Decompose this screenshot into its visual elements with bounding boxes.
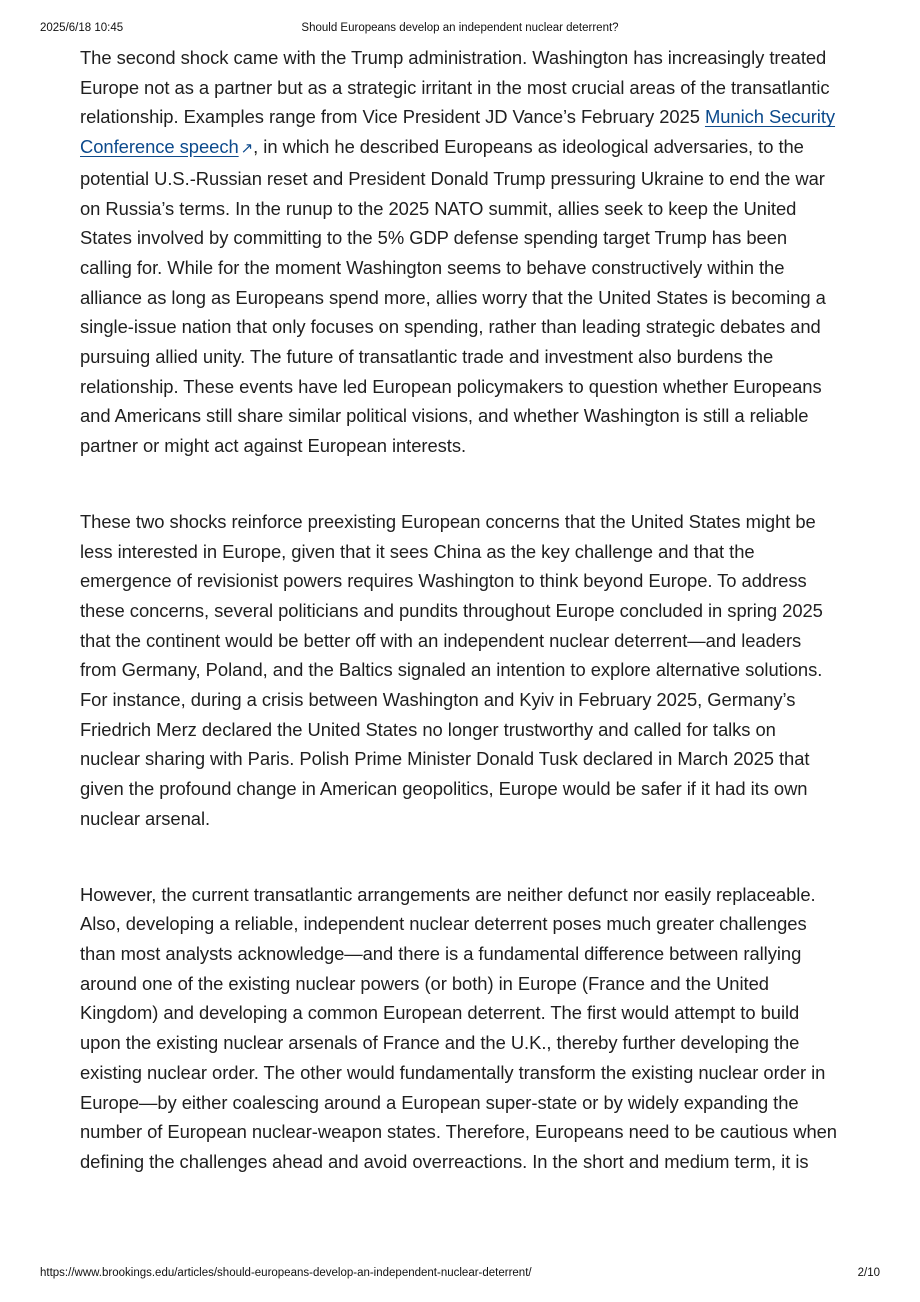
print-footer (40, 1267, 880, 1283)
external-link-icon: ↗ (240, 140, 254, 158)
print-source-url: https://www.brookings.edu/articles/should-europeans-develop-an-independent-nuclear-deterrent/ (40, 1267, 532, 1279)
print-datetime: 2025/6/18 10:45 (40, 22, 124, 34)
article-paragraph-2: These two shocks reinforce preexisting European concerns that the United States might be less interested in Europe, given that it sees China as the key challenge and that the emergence of revisionist powers requires Washington to think beyond Europe. To address these concerns, several politicians and pundits throughout Europe concluded in spring 2025 that the continent would be better off with an independent nuclear deterrent—and leaders from Germany, Poland, and the Baltics signaled an intention to explore alternative solutions. For instance, during a crisis between Washington and Kyiv in February 2025, Germany’s Friedrich Merz declared the United States no longer trustworthy and called for talks on nuclear sharing with Paris. Polish Prime Minister Donald Tusk declared in March 2025 that given the profound change in American geopolitics, Europe would be safer if it had its own nuclear arsenal. (80, 510, 823, 829)
print-page-title: Should Europeans develop an independent nuclear deterrent? (301, 22, 619, 34)
paragraph-1-text-after-link: , in which he described Europeans as ideological adversaries, to the potential U.S.-Russian reset and President Donald Trump pressuring Ukraine to end the war on Russia’s terms. In the runup to the 2025 NATO summit, allies seek to keep the United States involved by committing to the 5% GDP defense spending target Trump has been calling for. While for the moment Washington seems to behave constructively within the alliance as long as Europeans spend more, allies worry that the United States is becoming a single-issue nation that only focuses on spending, rather than leading strategic debates and pursuing allied unity. The future of transatlantic trade and investment also burdens the relationship. These events have led European policymakers to question whether Europeans and Americans still share similar political visions, and whether Washington is still a reliable partner or might act against European interests. (80, 136, 826, 457)
article-paragraph-3: However, the current transatlantic arrangements are neither defunct nor easily replaceable. Also, developing a reliable, independent nuclear deterrent poses much greater challenges than most analysts acknowledge—and there is a fundamental difference between rallying around one of the existing nuclear powers (or both) in Europe (France and the United Kingdom) and developing a common European deterrent. The first would attempt to build upon the existing nuclear arsenals of France and the U.K., thereby further developing the existing nuclear order. The other would fundamentally transform the existing nuclear order in Europe—by either coalescing around a European super-state or by widely expanding the number of European nuclear-weapon states. Therefore, Europeans need to be cautious when defining the challenges ahead and avoid overreactions. In the short and medium term, it is (80, 883, 837, 1172)
link-label: Munich Security Conference speech (80, 106, 836, 158)
article-body (80, 43, 840, 1223)
print-page-number: 2/10 (857, 1267, 880, 1279)
print-header (40, 22, 880, 38)
paragraph-1-text-before-link: The second shock came with the Trump administration. Washington has increasingly treated Europe not as a partner but as a strategic irritant in the most crucial areas of the transatlantic relationship. Examples range from Vice President JD Vance’s February 2025 (80, 47, 830, 128)
article-paragraph-1 (80, 43, 840, 461)
